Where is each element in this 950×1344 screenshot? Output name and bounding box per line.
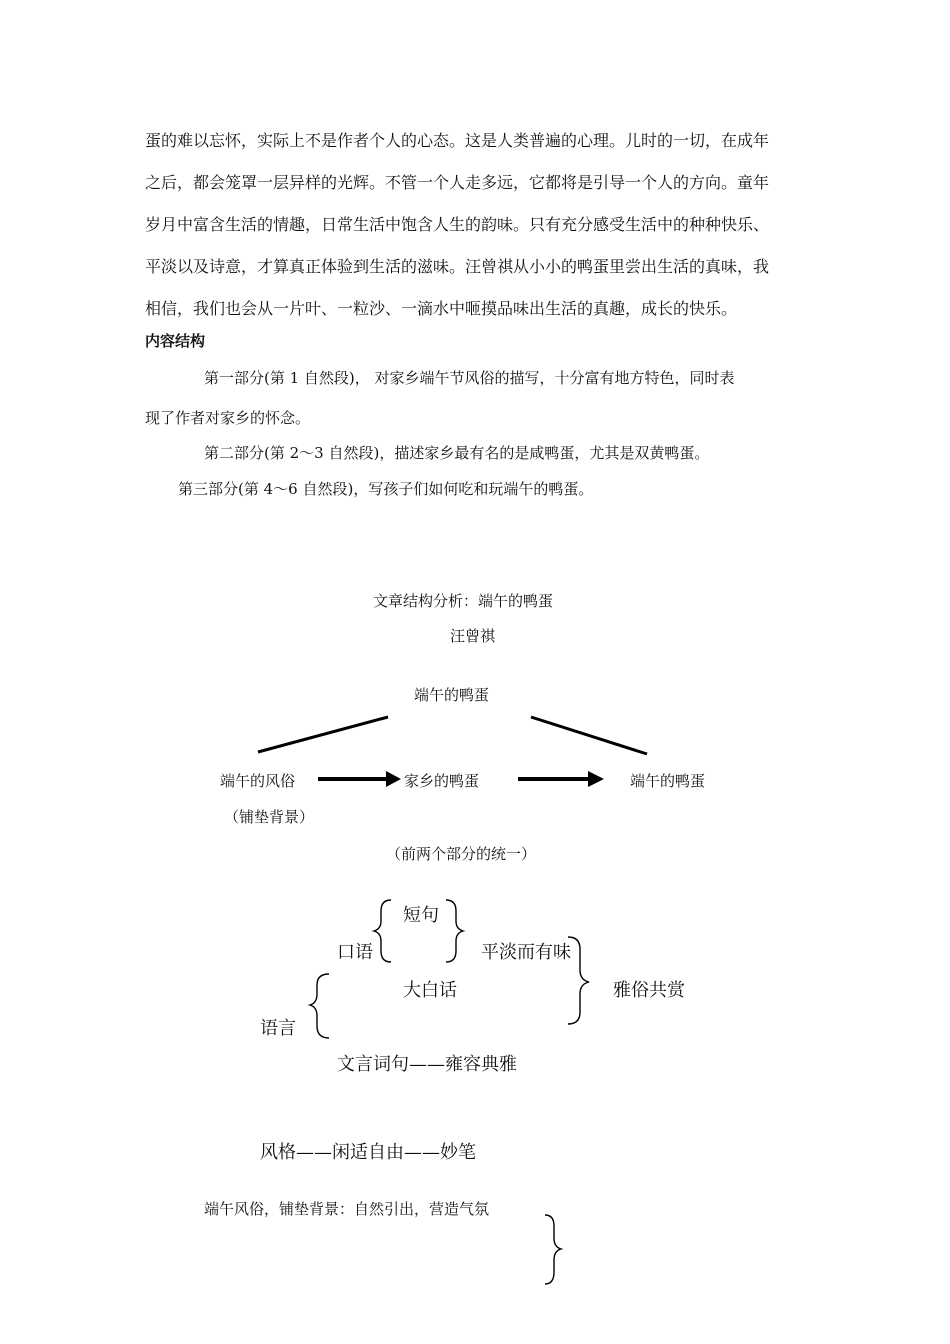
diagram-node-customs-note: （铺垫背景）	[224, 808, 315, 826]
diagram-node-hometown-egg: 家乡的鸭蛋	[404, 772, 480, 790]
structure-part2: 第二部分(第 2～3 自然段)，描述家乡最有名的是咸鸭蛋，尤其是双黄鸭蛋。	[204, 444, 710, 462]
analysis-author: 汪曾祺	[450, 627, 496, 645]
analysis-title: 文章结构分析：端午的鸭蛋	[373, 592, 554, 610]
lang-plain-talk: 大白话	[403, 980, 457, 1001]
arrow-2-head	[588, 771, 604, 787]
diagram-node-customs: 端午的风俗	[220, 772, 296, 790]
lang-colloquial: 口语	[337, 942, 373, 963]
structure-part3: 第三部分(第 4～6 自然段)，写孩子们如何吃和玩端午的鸭蛋。	[178, 480, 594, 498]
brace-short-right	[446, 900, 463, 962]
intro-line-5: 相信，我们也会从一片叶、一粒沙、一滴水中咂摸品味出生活的真趣，成长的快乐。	[145, 299, 738, 318]
lang-classical: 文言词句——雍容典雅	[337, 1054, 517, 1075]
style-line: 风格——闲适自由——妙笔	[260, 1142, 476, 1163]
lang-language-label: 语言	[260, 1018, 296, 1039]
lang-short-sentence: 短句	[403, 905, 439, 926]
arrow-1-head	[386, 771, 401, 787]
structure-part1-line2: 现了作者对家乡的怀念。	[145, 409, 311, 427]
brace-summary-right	[545, 1215, 561, 1284]
structure-part1-line1: 第一部分(第 1 自然段)， 对家乡端午节风俗的描写，十分富有地方特色，同时表	[204, 369, 735, 387]
intro-line-3: 岁月中富含生活的情趣，日常生活中饱含人生的韵味。只有充分感受生活中的种种快乐、	[145, 215, 770, 234]
diagram-unify-note: （前两个部分的统一）	[386, 845, 537, 863]
intro-line-4: 平淡以及诗意，才算真正体验到生活的滋味。汪曾祺从小小的鸭蛋里尝出生活的真味，我	[145, 257, 770, 276]
lang-refined-popular: 雅俗共赏	[613, 980, 685, 1001]
summary-line: 端午风俗，铺垫背景：自然引出，营造气氛	[204, 1200, 490, 1218]
intro-line-1: 蛋的难以忘怀，实际上不是作者个人的心态。这是人类普遍的心理。儿时的一切，在成年	[145, 131, 770, 150]
branch-left-line	[258, 717, 388, 752]
lang-plain-flavor: 平淡而有味	[481, 942, 571, 963]
structure-heading: 内容结构	[145, 332, 206, 350]
brace-big-right	[568, 937, 589, 1024]
branch-right-line	[531, 717, 647, 754]
intro-line-2: 之后，都会笼罩一层异样的光辉。不管一个人走多远，它都将是引导一个人的方向。童年	[145, 173, 770, 192]
brace-language-left	[310, 974, 329, 1038]
diagram-root: 端午的鸭蛋	[414, 686, 490, 704]
diagram-node-duanwu-egg: 端午的鸭蛋	[630, 772, 706, 790]
brace-short-left	[374, 900, 391, 962]
